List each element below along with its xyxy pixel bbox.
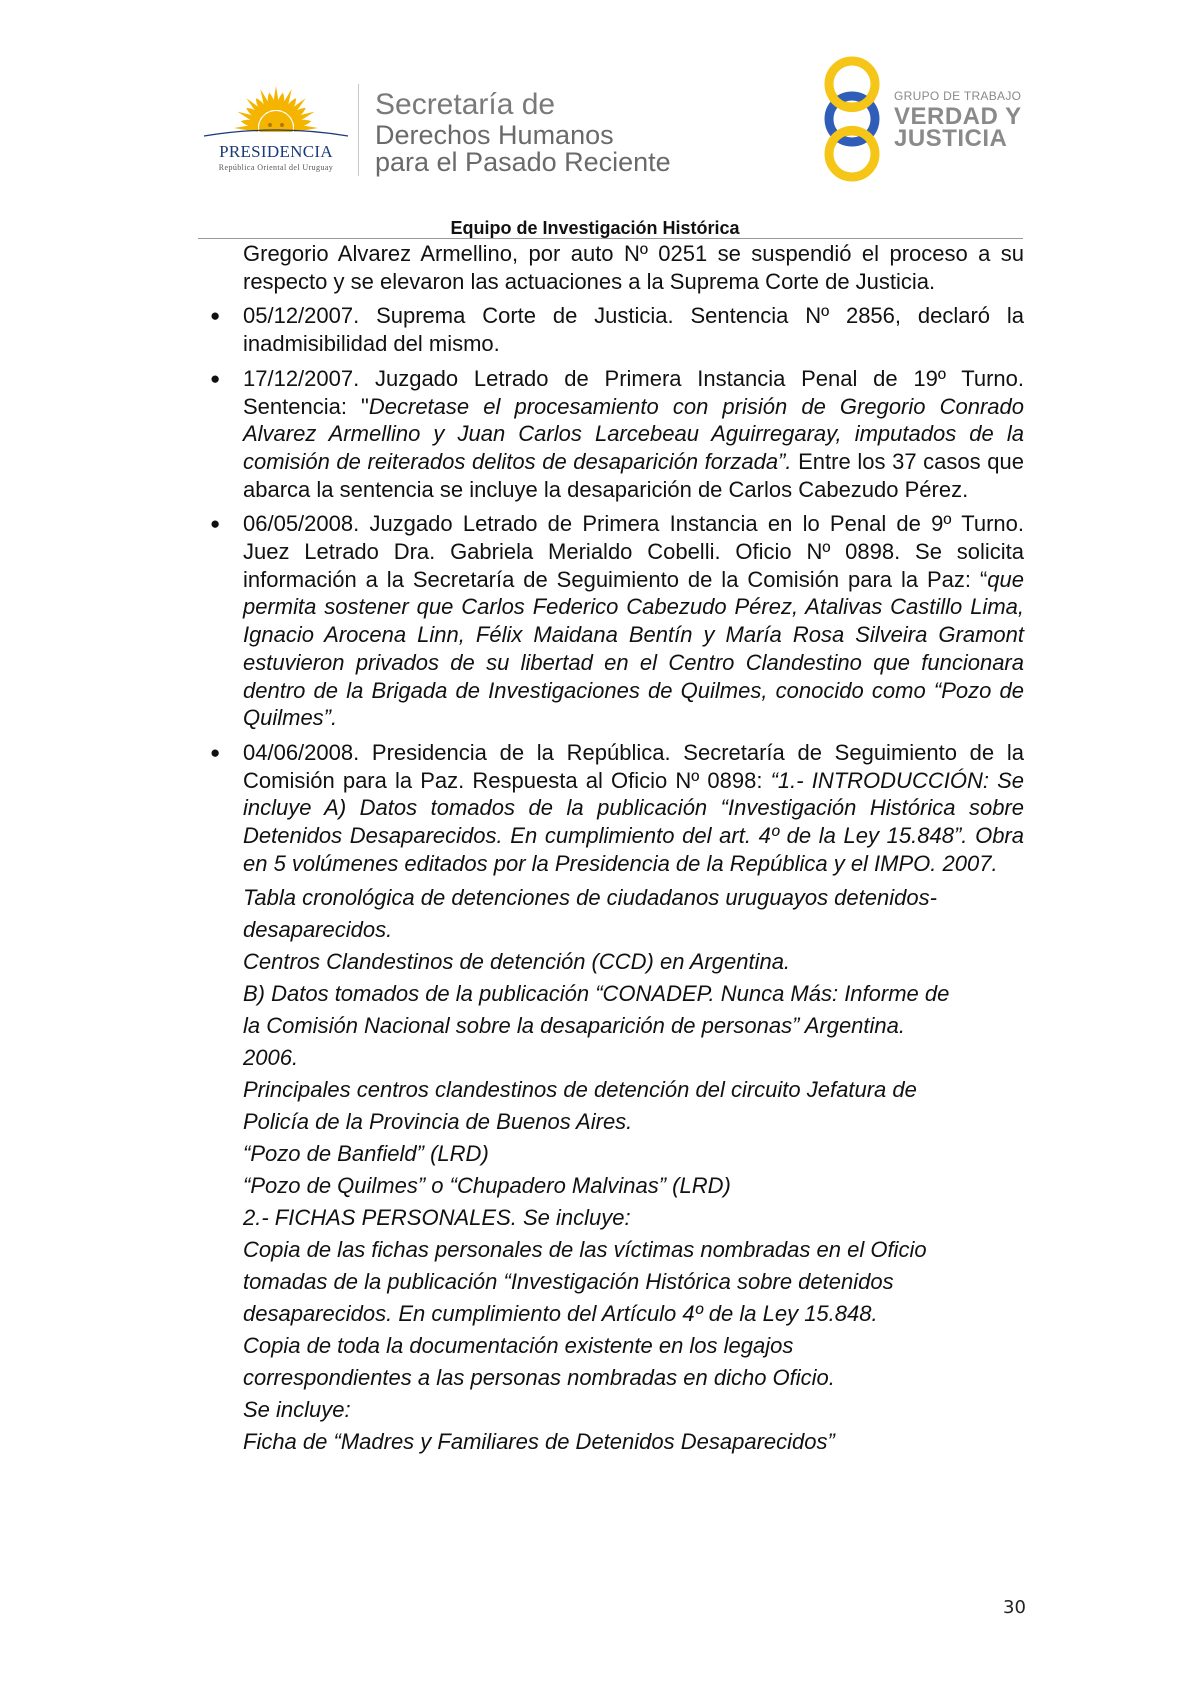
italic-line: Copia de las fichas personales de las víctimas nombradas en el Oficio — [243, 1237, 927, 1263]
list-item-quote: “1.- INTRODUCCIÓN: Se incluye A) Datos tomados de la publicación “Investigación Histórica sobre Detenidos Desaparecidos. En cumplimiento del art. 4º de la Ley 15.848”. Obra en 5 volúmenes editados por la Presidencia de la República y el IMPO. 2007. — [243, 767, 1024, 876]
header-rule — [198, 238, 1023, 239]
secretaria-line-2: Derechos Humanos — [375, 120, 614, 150]
italic-line: Centros Clandestinos de detención (CCD) en Argentina. — [243, 949, 791, 975]
secretaria-line-3: para el Pasado Reciente — [375, 147, 671, 177]
italic-line: la Comisión Nacional sobre la desaparición de personas” Argentina. — [243, 1013, 905, 1039]
list-item-text: 05/12/2007. Suprema Corte de Justicia. Sentencia Nº 2856, declaró la inadmisibilidad del mismo. — [243, 303, 1024, 357]
bullet-icon: ● — [210, 306, 221, 326]
italic-line: Se incluye: — [243, 1397, 351, 1423]
justicia-label: JUSTICIA — [894, 125, 1008, 152]
list-item-text: Entre los 37 casos que abarca la sentencia se incluye la desaparición de Carlos Cabezudo Pérez. — [243, 448, 1024, 502]
italic-line: 2006. — [243, 1045, 299, 1071]
italic-line: Principales centros clandestinos de detención del circuito Jefatura de — [243, 1077, 917, 1103]
italic-line: correspondientes a las personas nombradas en dicho Oficio. — [243, 1365, 835, 1391]
list-item — [210, 365, 1024, 504]
italic-line: Copia de toda la documentación existente en los legajos — [243, 1333, 794, 1359]
page-header — [0, 0, 1190, 238]
italic-line: Policía de la Provincia de Buenos Aires. — [243, 1109, 633, 1135]
document-body — [210, 240, 1024, 1458]
italic-line: 2.- FICHAS PERSONALES. Se incluye: — [243, 1205, 631, 1231]
italic-line: tomadas de la publicación “Investigación Histórica sobre detenidos — [243, 1269, 894, 1295]
presidencia-subtitle: República Oriental del Uruguay — [218, 163, 334, 172]
list-item-text: 06/05/2008. Juzgado Letrado de Primera Instancia en lo Penal de 9º Turno. Juez Letrado Dra. Gabriela Merialdo Cobelli. Oficio Nº 0898. Se solicita información a la Secretaría de Seguimiento de la Comisión para la Paz: “ — [243, 511, 1024, 592]
verdad-justicia-rings-logo — [818, 56, 898, 182]
list-item-text: 04/06/2008. Presidencia de la República. Secretaría de Seguimiento de la Comisión para la Paz. Respuesta al Oficio Nº 0898: — [243, 739, 1024, 793]
list-item-quote: que permita sostener que Carlos Federico Cabezudo Pérez, Atalivas Castillo Lima, Ignacio Arocena Linn, Félix Maidana Bentín y María Rosa Silveira Gramont estuvieron privados de su libertad en el Centro Clandestino que funcionara dentro de la Brigada de Investigaciones de Quilmes, conocido como “Pozo de Quilmes”. — [243, 566, 1024, 731]
bullet-icon: ● — [210, 514, 221, 534]
italic-line: Tabla cronológica de detenciones de ciudadanos uruguayos detenidos- — [243, 885, 937, 911]
list-item — [210, 302, 1024, 357]
bullet-icon: ● — [210, 368, 221, 388]
italic-line: desaparecidos. — [243, 917, 393, 943]
grupo-de-trabajo-label: GRUPO DE TRABAJO — [894, 89, 1022, 103]
bullet-icon: ● — [210, 742, 221, 762]
italic-line: desaparecidos. En cumplimiento del Artículo 4º de la Ley 15.848. — [243, 1301, 878, 1327]
italic-line: B) Datos tomados de la publicación “CONADEP. Nunca Más: Informe de — [243, 981, 950, 1007]
italic-line: “Pozo de Quilmes” o “Chupadero Malvinas” (LRD) — [243, 1173, 731, 1199]
team-title: Equipo de Investigación Histórica — [450, 218, 740, 238]
header-divider — [358, 84, 359, 176]
continued-paragraph: Gregorio Alvarez Armellino, por auto Nº 0251 se suspendió el proceso a su respecto y se elevaron las actuaciones a la Suprema Corte de Justicia. — [243, 241, 1024, 294]
italic-line: Ficha de “Madres y Familiares de Detenidos Desaparecidos” — [243, 1429, 835, 1455]
list-item-text: 17/12/2007. Juzgado Letrado de Primera Instancia Penal de 19º Turno. Sentencia: " — [243, 365, 1024, 419]
list-item-quote: Decretase el procesamiento con prisión de Gregorio Conrado Alvarez Armellino y Juan Carlos Larcebeau Aguirregaray, imputados de la comisión de reiterados delitos de desaparición forzada”. — [243, 393, 1024, 474]
italic-line: “Pozo de Banfield” (LRD) — [243, 1141, 489, 1167]
secretaria-line-1: Secretaría de — [375, 88, 556, 121]
page-number: 30 — [1003, 1597, 1026, 1618]
list-item — [210, 739, 1024, 878]
presidencia-name: PRESIDENCIA — [219, 142, 333, 161]
verdad-y-label: VERDAD Y — [894, 103, 1022, 130]
list-item — [210, 510, 1024, 732]
